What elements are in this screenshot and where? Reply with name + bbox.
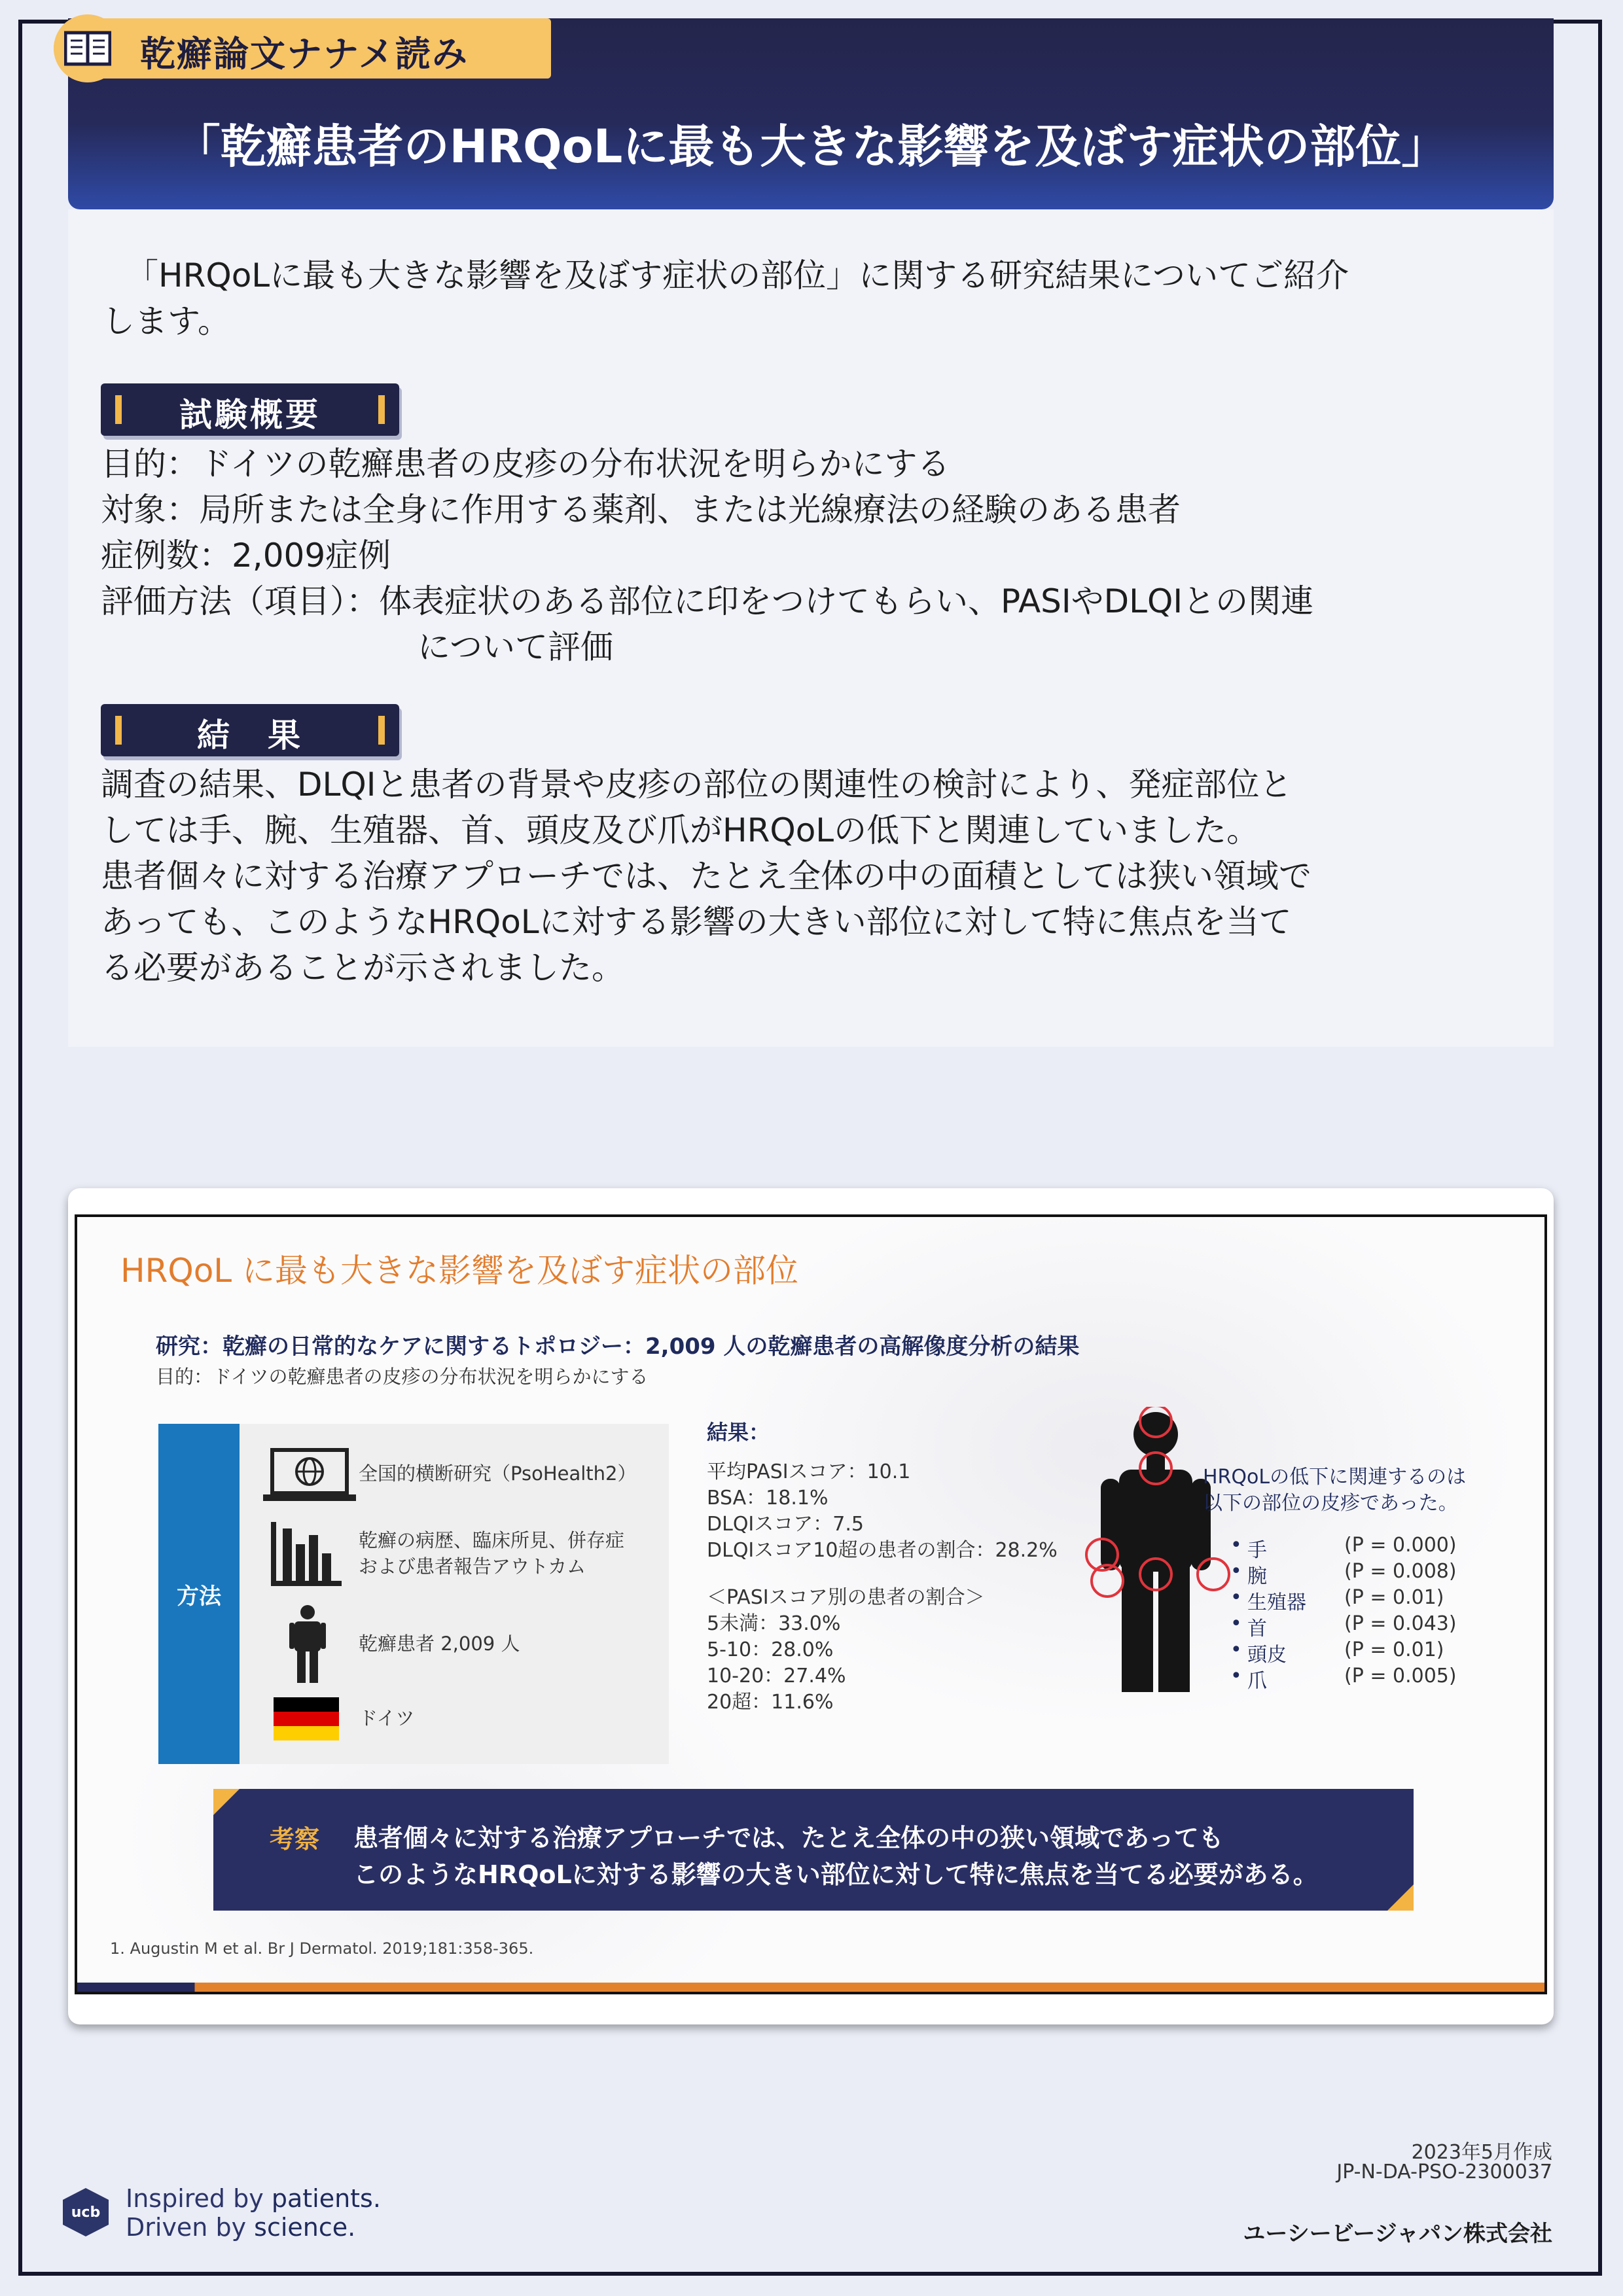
results-line-4: あっても、このようなHRQoLに対する影響の大きい部位に対して特に焦点を当て [101, 903, 1292, 941]
bullet-icon: • [1230, 1560, 1242, 1583]
region-p-6: (P = 0.005) [1344, 1665, 1457, 1687]
overview-subjects: 対象：局所または全身に作用する薬剤、または光線療法の経験のある患者 [101, 491, 1181, 529]
slide-bottom-bar [77, 1983, 1544, 1992]
series-tag [54, 18, 551, 79]
region-p-5: (P = 0.01) [1344, 1638, 1444, 1661]
bullet-icon: • [1230, 1638, 1242, 1661]
methods-label: 方法 [177, 1583, 221, 1610]
region-part-3: 生殖器 [1247, 1591, 1306, 1614]
overview-method-cont: について評価 [418, 628, 613, 666]
results-line-1: 調査の結果、DLQIと患者の背景や皮疹の部位の関連性の検討により、発症部位と [101, 766, 1293, 804]
bar-chart-icon [271, 1522, 342, 1586]
series-title: 乾癬論文ナナメ読み [140, 33, 469, 75]
results-label: 結 果 [197, 716, 303, 754]
intro-line-2: します。 [102, 302, 230, 340]
bullet-icon: • [1230, 1665, 1242, 1687]
tagline-line-2: Driven by science. [126, 2213, 356, 2242]
pasi-line-2: 5-10：28.0% [707, 1638, 834, 1661]
region-part-4: 首 [1247, 1617, 1267, 1640]
slide [75, 1214, 1547, 1994]
method-item-1: 全国的横断研究（PsoHealth2） [359, 1462, 637, 1485]
region-part-2: 腕 [1247, 1565, 1267, 1588]
regions-title-1: HRQoLの低下に関連するのは [1203, 1466, 1467, 1489]
corner-accent-icon [1387, 1884, 1414, 1911]
pasi-heading: ＜PASIスコア別の患者の割合＞ [707, 1586, 985, 1609]
corner-accent-icon [213, 1789, 240, 1815]
pasi-line-3: 10-20：27.4% [707, 1665, 846, 1687]
study-purpose: 目的：ドイツの乾癬患者の皮疹の分布状況を明らかにする [156, 1366, 649, 1388]
intro-line-1: 「HRQoLに最も大きな影響を及ぼす症状の部位」に関する研究結果についてご紹介 [126, 256, 1349, 294]
consideration-line-2: このようなHRQoLに対する影響の大きい部位に対して特に焦点を当てる必要がある。 [353, 1860, 1318, 1889]
svg-text:ucb: ucb [71, 2204, 101, 2221]
pasi-line-4: 20超：11.6% [707, 1691, 834, 1714]
laptop-globe-icon [263, 1447, 356, 1504]
summary-panel [68, 209, 1554, 1047]
germany-flag-icon [274, 1697, 339, 1740]
tagline-line-1: Inspired by patients. [126, 2184, 381, 2213]
bullet-icon: • [1230, 1612, 1242, 1635]
region-part-6: 爪 [1247, 1670, 1267, 1693]
overview-method: 評価方法（項目）：体表症状のある部位に印をつけてもらい、PASIやDLQIとの関連 [101, 582, 1314, 620]
result-line-4: DLQIスコア10超の患者の割合：28.2% [707, 1539, 1058, 1562]
ucb-logo [63, 2188, 109, 2236]
pasi-line-1: 5未満：33.0% [707, 1612, 841, 1635]
slide-results-heading: 結果： [707, 1420, 770, 1445]
overview-badge [101, 383, 399, 436]
region-part-5: 頭皮 [1247, 1644, 1287, 1667]
region-p-2: (P = 0.008) [1344, 1560, 1457, 1583]
results-line-3: 患者個々に対する治療アプローチでは、たとえ全体の中の面積としては狭い領域で [101, 857, 1311, 895]
overview-label: 試験概要 [179, 396, 321, 434]
creation-date: 2023年5月作成 [1411, 2141, 1552, 2164]
page-title: 「乾癬患者のHRQoLに最も大きな影響を及ぼす症状の部位」 [174, 120, 1448, 173]
document-code: JP-N-DA-PSO-2300037 [1336, 2161, 1552, 2183]
region-p-3: (P = 0.01) [1344, 1586, 1444, 1609]
consideration-box [213, 1789, 1414, 1911]
bullet-icon: • [1230, 1586, 1242, 1609]
region-p-4: (P = 0.043) [1344, 1612, 1457, 1635]
region-p-1: (P = 0.000) [1344, 1534, 1457, 1557]
slide-card [68, 1188, 1554, 2024]
company-name: ユーシービージャパン株式会社 [1243, 2221, 1552, 2247]
consideration-line-1: 患者個々に対する治療アプローチでは、たとえ全体の中の狭い領域であっても [353, 1824, 1224, 1852]
regions-title-2: 以下の部位の皮疹であった。 [1203, 1492, 1458, 1515]
body-figure-icon [1079, 1407, 1236, 1695]
region-part-1: 手 [1247, 1539, 1267, 1562]
result-line-3: DLQIスコア：7.5 [707, 1513, 864, 1536]
results-badge [101, 704, 399, 756]
method-item-2-line-2: および患者報告アウトカム [359, 1555, 586, 1578]
result-line-2: BSA：18.1% [707, 1487, 829, 1510]
consideration-tag: 考察 [270, 1825, 320, 1854]
methods-label-bar [158, 1424, 240, 1764]
overview-cases: 症例数：2,009症例 [101, 537, 391, 574]
results-line-5: る必要があることが示されました。 [101, 949, 624, 987]
study-title: 研究：乾癬の日常的なケアに関するトポロジー：2,009 人の乾癬患者の高解像度分析の結果 [156, 1333, 1080, 1360]
method-item-3: 乾癬患者 2,009 人 [359, 1633, 520, 1655]
book-icon [54, 14, 122, 82]
bullet-icon: • [1230, 1534, 1242, 1557]
result-line-1: 平均PASIスコア：10.1 [707, 1460, 911, 1483]
method-item-4: ドイツ [359, 1707, 415, 1729]
results-line-2: しては手、腕、生殖器、首、頭皮及び爪がHRQoLの低下と関連していました。 [101, 811, 1260, 849]
slide-title: HRQoL に最も大きな影響を及ぼす症状の部位 [120, 1252, 799, 1290]
overview-purpose: 目的：ドイツの乾癬患者の皮疹の分布状況を明らかにする [101, 445, 950, 483]
person-icon [289, 1604, 326, 1683]
methods-box [158, 1424, 669, 1764]
method-item-2-line-1: 乾癬の病歴、臨床所見、併存症 [359, 1529, 625, 1551]
reference: 1. Augustin M et al. Br J Dermatol. 2019;181:358-365. [110, 1939, 534, 1958]
